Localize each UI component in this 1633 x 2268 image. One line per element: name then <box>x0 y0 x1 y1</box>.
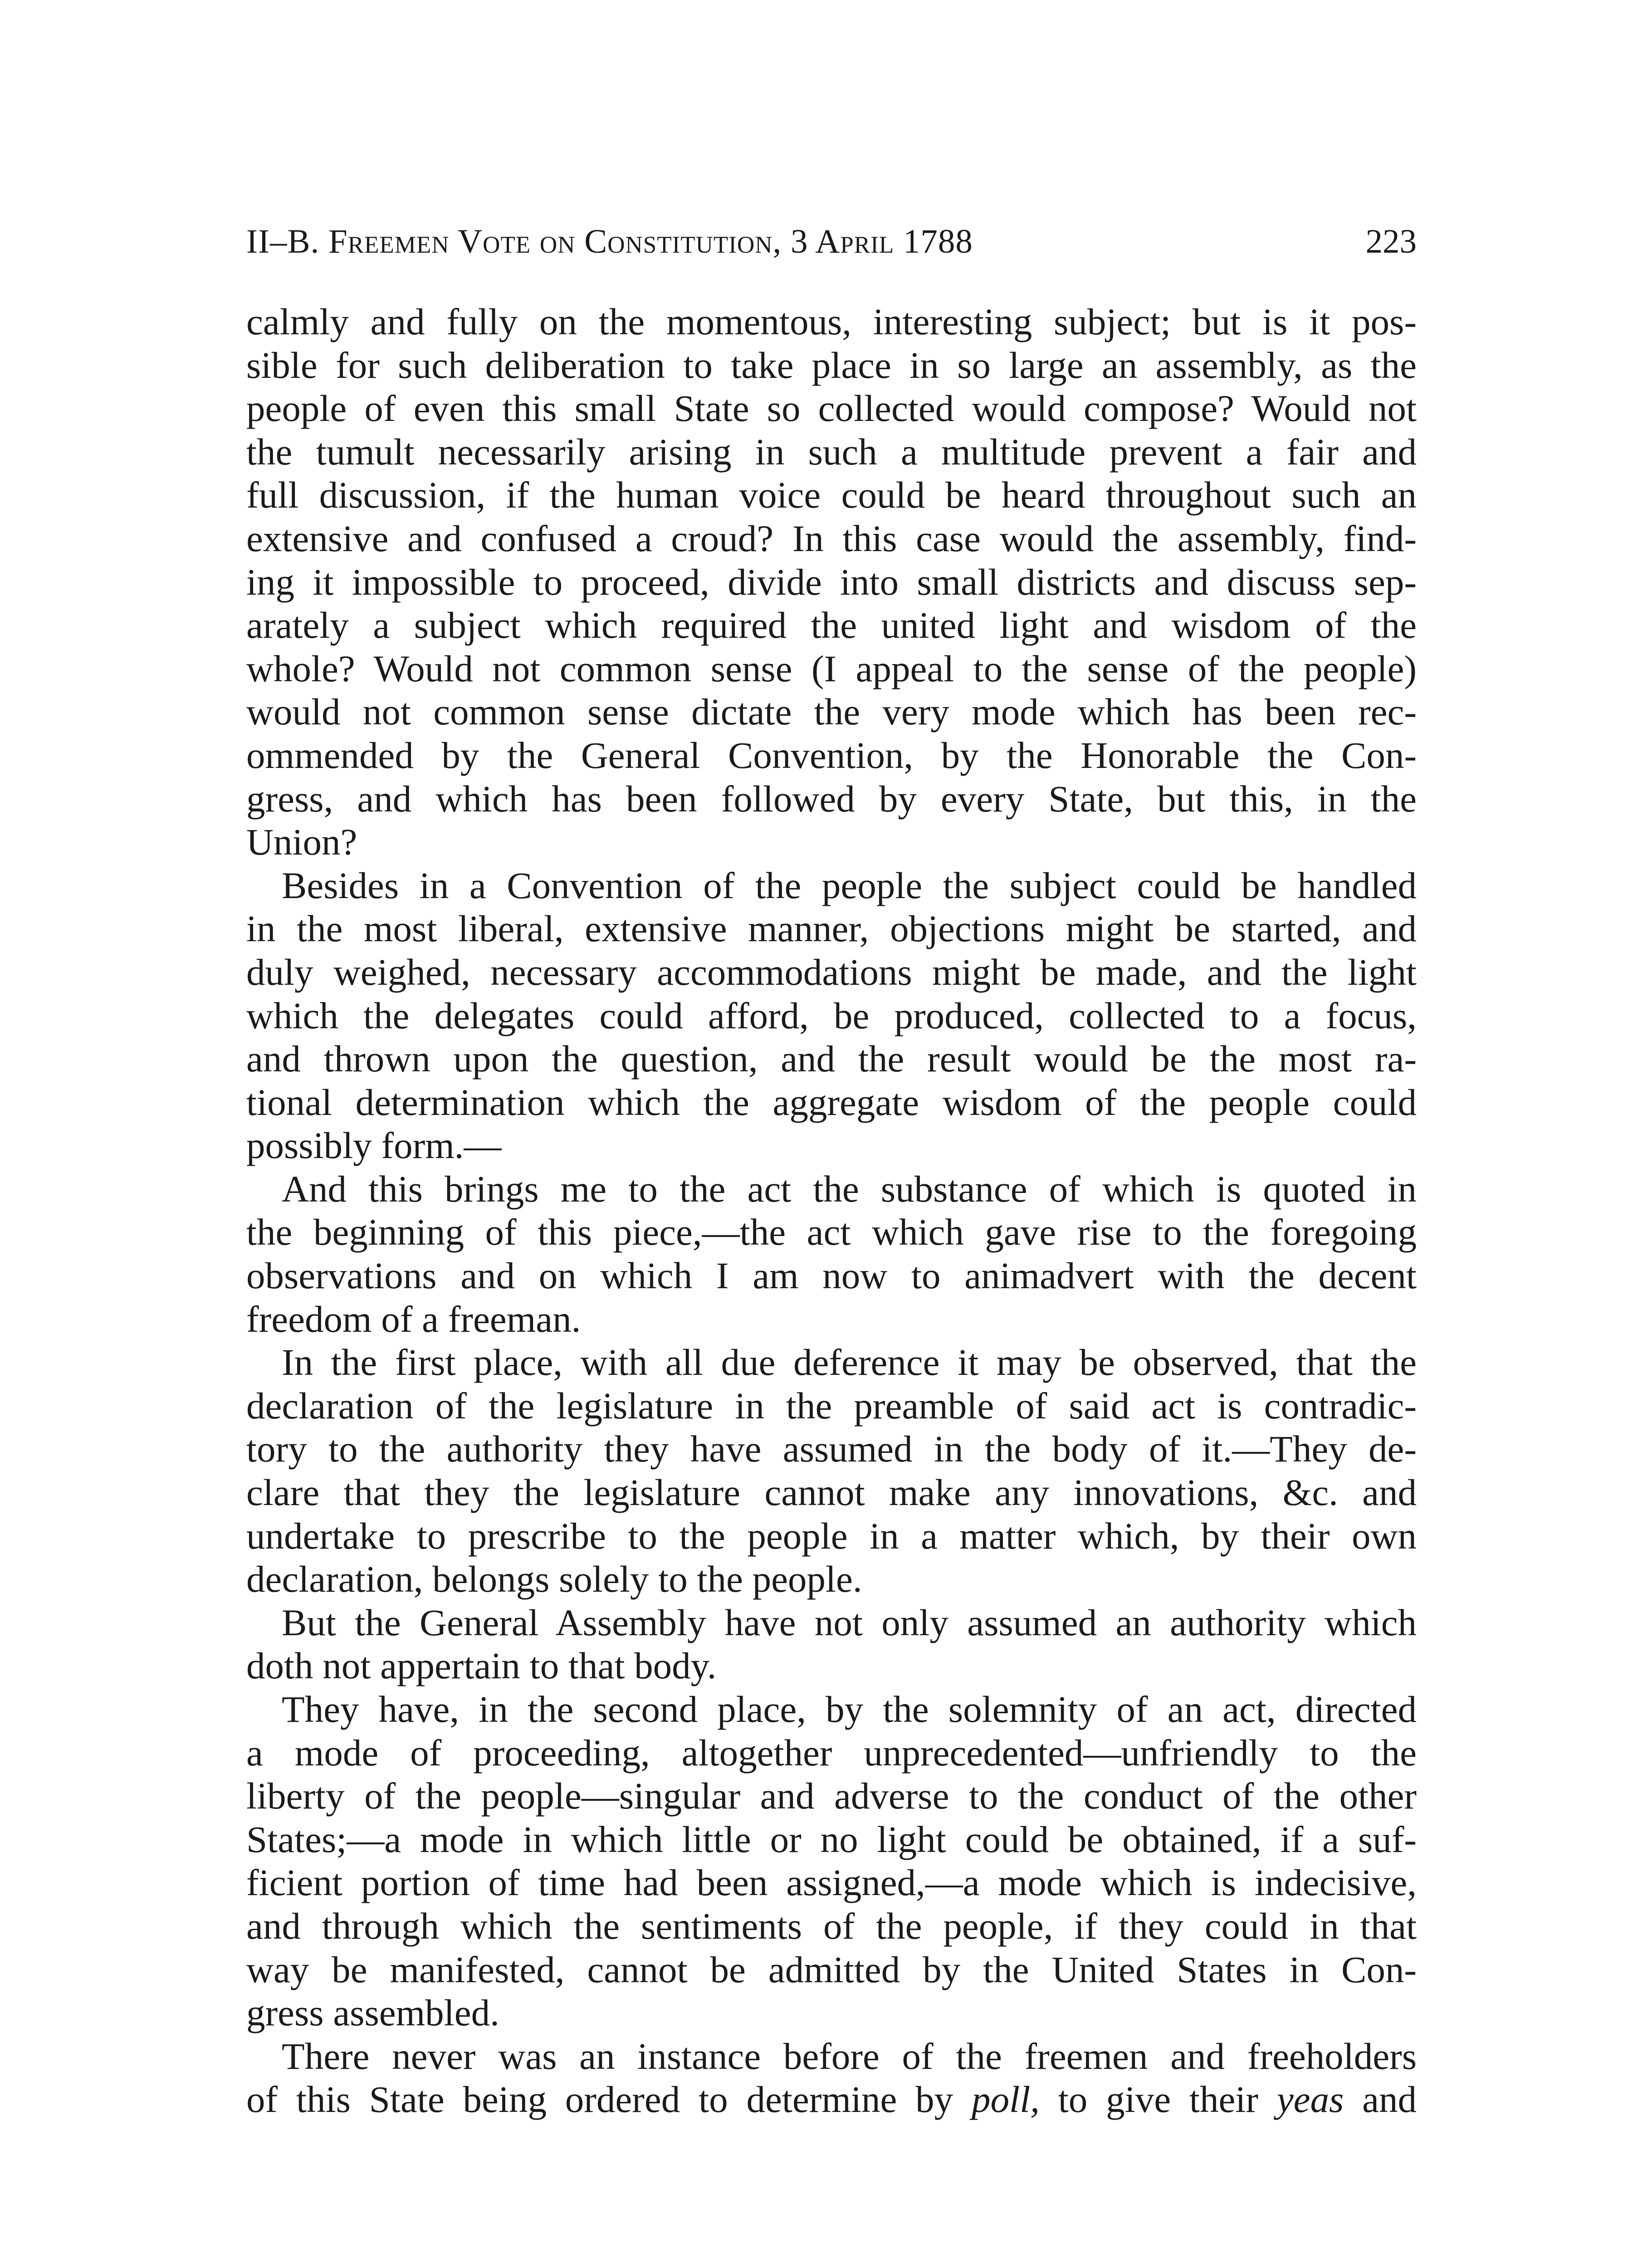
text-line: sible for such deliberation to take place in so large an assembly, as the <box>246 344 1417 386</box>
text-line: observations and on which I am now to animadvert with the decent <box>246 1255 1417 1297</box>
text-line: people of even this small State so collected would compose? Would not <box>246 387 1417 430</box>
text-line: declaration, belongs solely to the people. <box>246 1558 862 1600</box>
body-text <box>246 300 1417 2121</box>
text-segment: and <box>1344 2078 1417 2121</box>
paragraph-2 <box>246 864 1417 1168</box>
text-line-final <box>246 2078 1417 2121</box>
text-line: arately a subject which required the united light and wisdom of the <box>246 604 1417 646</box>
paragraph-7 <box>246 2035 1417 2121</box>
paragraph-6 <box>246 1688 1417 2035</box>
text-line: the tumult necessarily arising in such a multitude prevent a fair and <box>246 430 1417 473</box>
text-line: way be manifested, cannot be admitted by the United States in Con- <box>246 1948 1417 1990</box>
text-line: liberty of the people—singular and adverse to the conduct of the other <box>246 1775 1417 1817</box>
text-line: whole? Would not common sense (I appeal to the sense of the people) <box>246 647 1417 689</box>
text-line: would not common sense dictate the very mode which has been rec- <box>246 691 1417 733</box>
text-segment: of this State being ordered to determine by <box>246 2078 972 2121</box>
text-line: freedom of a freeman. <box>246 1298 581 1340</box>
italic-word-yeas: yeas <box>1276 2078 1344 2121</box>
text-line: In the first place, with all due deference it may be observed, that the <box>282 1341 1417 1383</box>
text-line: tory to the authority they have assumed in the body of it.—They de- <box>246 1428 1417 1470</box>
text-segment: to give their <box>1039 2078 1277 2121</box>
text-line: ficient portion of time had been assigned,—a mode which is indecisive, <box>246 1862 1417 1904</box>
text-line: possibly form.— <box>246 1124 502 1167</box>
text-line: They have, in the second place, by the solemnity of an act, directed <box>282 1688 1417 1730</box>
text-line: ommended by the General Convention, by the Honorable the Con- <box>246 734 1417 776</box>
text-line: States;—a mode in which little or no light could be obtained, if a suf- <box>246 1818 1417 1860</box>
text-line: gress, and which has been followed by every State, but this, in the <box>246 777 1417 820</box>
text-line: And this brings me to the act the substance of which is quoted in <box>282 1168 1417 1210</box>
text-line: which the delegates could afford, be produced, collected to a focus, <box>246 994 1417 1036</box>
text-line: declaration of the legislature in the preamble of said act is contradic- <box>246 1384 1417 1427</box>
paragraph-5 <box>246 1601 1417 1688</box>
text-line: Union? <box>246 821 357 863</box>
paragraph-4 <box>246 1341 1417 1601</box>
running-head <box>246 217 1417 267</box>
text-line: extensive and confused a croud? In this case would the assembly, find- <box>246 517 1417 559</box>
text-line: duly weighed, necessary accommodations might be made, and the light <box>246 951 1417 993</box>
text-line: a mode of proceeding, altogether unprecedented—unfriendly to the <box>246 1731 1417 1774</box>
text-line: ing it impossible to proceed, divide into small districts and discuss sep- <box>246 561 1417 603</box>
paragraph-1 <box>246 300 1417 864</box>
text-line: the beginning of this piece,—the act which gave rise to the foregoing <box>246 1211 1417 1253</box>
paragraph-3 <box>246 1168 1417 1341</box>
text-line: There never was an instance before of the freemen and freeholders <box>282 2035 1417 2077</box>
text-line: and through which the sentiments of the people, if they could in that <box>246 1905 1417 1947</box>
text-line: Besides in a Convention of the people the subject could be handled <box>282 864 1417 906</box>
text-line: gress assembled. <box>246 1992 499 2034</box>
text-line: But the General Assembly have not only assumed an authority which <box>282 1601 1417 1643</box>
text-line: full discussion, if the human voice could be heard throughout such an <box>246 474 1417 516</box>
text-line: undertake to prescribe to the people in a matter which, by their own <box>246 1515 1417 1557</box>
page-number: 223 <box>1365 223 1417 260</box>
text-line: doth not appertain to that body. <box>246 1645 717 1687</box>
italic-word-poll: poll, <box>972 2078 1040 2121</box>
text-line: and thrown upon the question, and the result would be the most ra- <box>246 1038 1417 1080</box>
text-line: tional determination which the aggregate wisdom of the people could <box>246 1081 1417 1123</box>
running-head-title: II–B. Freemen Vote on Constitution, 3 April 1788 <box>246 223 973 260</box>
text-line: in the most liberal, extensive manner, objections might be started, and <box>246 908 1417 950</box>
text-line: calmly and fully on the momentous, interesting subject; but is it pos- <box>246 301 1417 342</box>
text-line: clare that they the legislature cannot make any innovations, &c. and <box>246 1471 1417 1514</box>
